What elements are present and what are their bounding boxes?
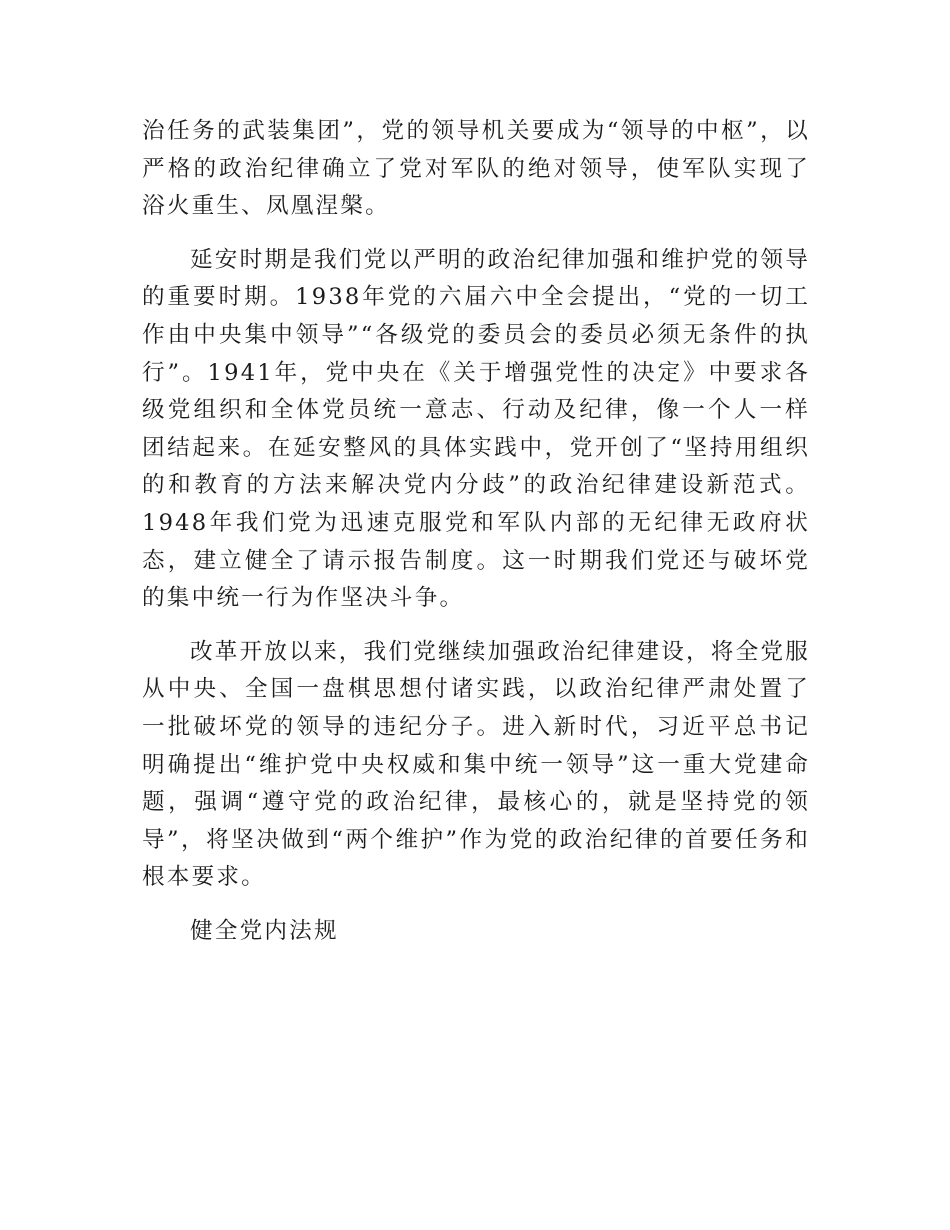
- paragraph-continued: 治任务的武装集团”，党的领导机关要成为“领导的中枢”，以严格的政治纪律确立了党对军队的绝对领导，使军队实现了浴火重生、凤凰涅槃。: [142, 118, 810, 220]
- paragraph-reform-era: 改革开放以来，我们党继续加强政治纪律建设，将全党服从中央、全国一盘棋思想付诸实践，以政治纪律严肃处置了一批破坏党的领导的违纪分子。进入新时代，习近平总书记明确提出“维护党中央权威和集中统一领导”这一重大党建命题，强调“遵守党的政治纪律，最核心的，就是坚持党的领导”，将坚决做到“两个维护”作为党的政治纪律的首要任务和根本要求。: [142, 638, 810, 891]
- document-body: [142, 113, 810, 966]
- paragraph-yanan-period: 延安时期是我们党以严明的政治纪律加强和维护党的领导的重要时期。1938年党的六届六中全会提出，“党的一切工作由中央集中领导”“各级党的委员会的委员必须无条件的执行”。1941年，党中央在《关于增强党性的决定》中要求各级党组织和全体党员统一意志、行动及纪律，像一个人一样团结起来。在延安整风的具体实践中，党开创了“坚持用组织的和教育的方法来解决党内分歧”的政治纪律建设新范式。1948年我们党为迅速克服党和军队内部的无纪律无政府状态，建立健全了请示报告制度。这一时期我们党还与破坏党的集中统一行为作坚决斗争。: [142, 246, 810, 612]
- section-heading: 健全党内法规: [190, 917, 339, 944]
